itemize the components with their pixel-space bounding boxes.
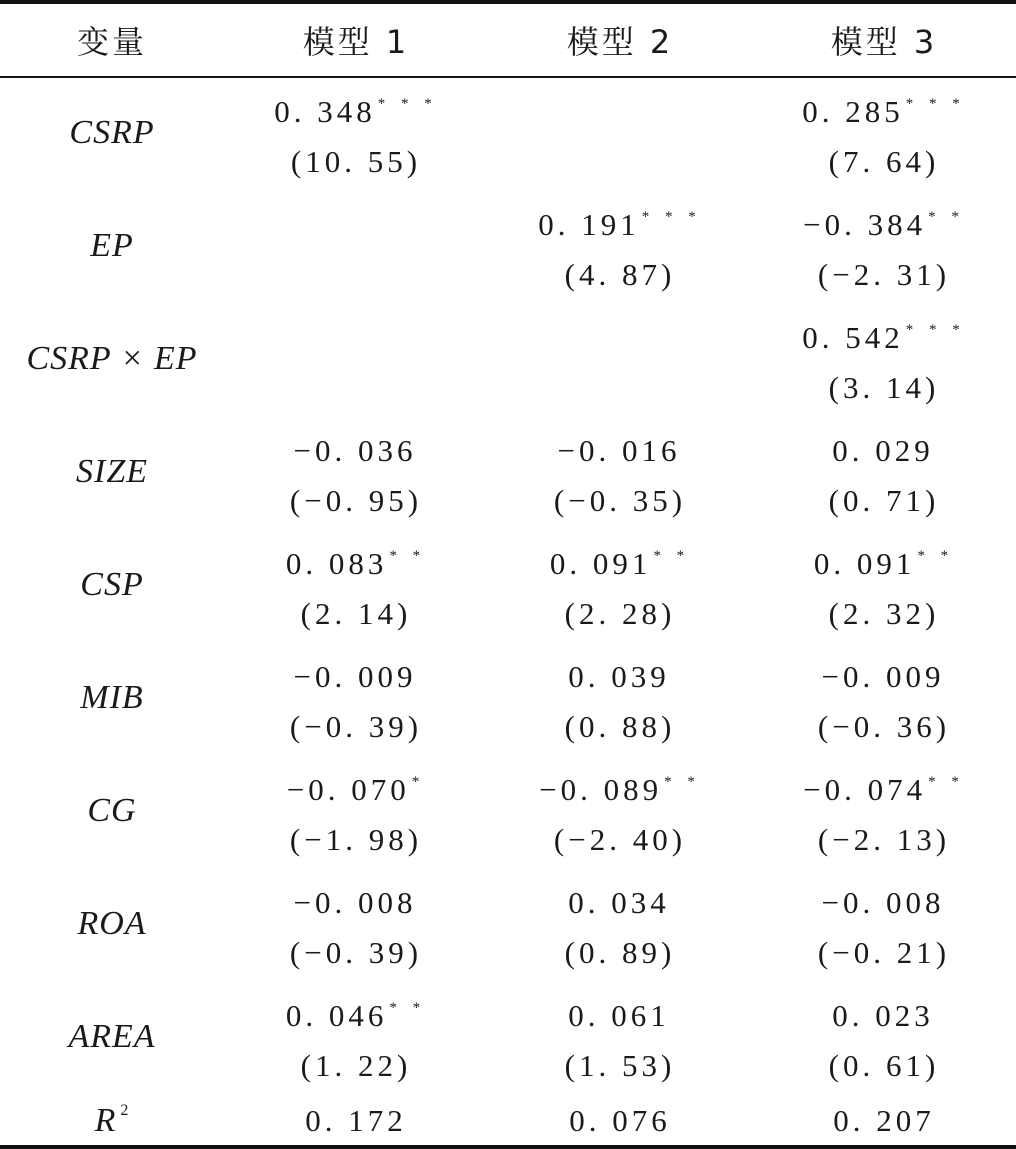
coefficient-value: 0. 039	[568, 658, 670, 694]
significance-stars: * *	[389, 547, 427, 564]
model-2-cell	[488, 302, 752, 415]
coefficient-value: −0. 008	[293, 884, 417, 920]
coefficient-value: 0. 091	[549, 545, 652, 581]
coefficient-value: 0. 091	[813, 545, 916, 581]
coefficient	[488, 418, 752, 476]
r-squared-exponent: 2	[120, 1102, 130, 1119]
coefficient	[224, 870, 488, 928]
significance-stars: *	[411, 773, 426, 790]
model-3-cell	[752, 76, 1016, 189]
variable-name: CSRP × EP	[26, 339, 198, 377]
coefficient-value: −0. 009	[293, 658, 417, 694]
coefficient	[224, 983, 488, 1041]
variable-name: CG	[87, 791, 137, 829]
coefficient	[224, 418, 488, 476]
header-model-2: 模型 2	[566, 23, 674, 61]
table-row	[0, 189, 1016, 302]
t-statistic: (−0. 35)	[553, 482, 687, 518]
t-statistic: (7. 64)	[828, 143, 940, 179]
t-statistic: (−1. 98)	[289, 821, 423, 857]
model-2-cell	[488, 189, 752, 302]
model-3-cell	[752, 641, 1016, 754]
table-row	[0, 415, 1016, 528]
table-body	[0, 76, 1016, 1149]
r-squared-value: 0. 172	[305, 1103, 407, 1138]
model-3-cell	[752, 867, 1016, 980]
t-statistic: (−0. 36)	[817, 708, 951, 744]
model-3-cell	[752, 415, 1016, 528]
table-row	[0, 754, 1016, 867]
model-2-cell	[488, 415, 752, 528]
table-row	[0, 641, 1016, 754]
model-3-cell	[752, 302, 1016, 415]
r-squared-symbol: R	[94, 1102, 117, 1139]
t-statistic: (−2. 31)	[817, 256, 951, 292]
coefficient	[752, 531, 1016, 589]
coefficient-value: 0. 191	[538, 206, 640, 242]
t-statistic: (−2. 13)	[817, 821, 951, 857]
model-2-cell	[488, 641, 752, 754]
coefficient-value: −0. 016	[557, 432, 681, 468]
table-row	[0, 867, 1016, 980]
table-header	[0, 4, 1016, 76]
model-3-cell	[752, 754, 1016, 867]
model-1-cell	[224, 754, 488, 867]
model-1-cell	[224, 867, 488, 980]
significance-stars: * *	[917, 547, 955, 564]
t-statistic: (1. 53)	[564, 1047, 676, 1083]
variable-name: ROA	[77, 904, 147, 942]
coefficient	[752, 983, 1016, 1041]
t-statistic: (2. 32)	[828, 595, 940, 631]
t-statistic: (0. 89)	[564, 934, 676, 970]
significance-stars: * *	[389, 999, 427, 1016]
regression-table	[0, 4, 1016, 1149]
coefficient-value: −0. 070	[286, 771, 410, 807]
r-squared-label	[0, 1093, 224, 1149]
coefficient	[752, 757, 1016, 815]
model-1-cell	[224, 189, 488, 302]
t-statistic: (0. 61)	[828, 1047, 940, 1083]
coefficient-value: 0. 046	[285, 997, 388, 1033]
variable-name: EP	[90, 226, 134, 264]
r-squared-value-model-1	[224, 1093, 488, 1149]
coefficient	[224, 757, 488, 815]
coefficient	[752, 192, 1016, 250]
model-3-cell	[752, 528, 1016, 641]
coefficient-value: 0. 034	[568, 884, 670, 920]
model-2-cell	[488, 754, 752, 867]
t-statistic: (−0. 39)	[289, 708, 423, 744]
coefficient	[224, 531, 488, 589]
r-squared-value: 0. 076	[569, 1103, 671, 1138]
header-variable: 变量	[76, 23, 147, 61]
coefficient-value: −0. 009	[821, 658, 945, 694]
variable-name: SIZE	[76, 452, 148, 490]
coefficient	[488, 104, 752, 162]
coefficient	[488, 531, 752, 589]
variable-name: AREA	[68, 1017, 156, 1055]
coefficient	[752, 870, 1016, 928]
coefficient-value: 0. 029	[832, 432, 934, 468]
coefficient	[224, 79, 488, 137]
header-row	[0, 4, 1016, 76]
t-statistic: (0. 71)	[828, 482, 940, 518]
r-squared-value-model-2	[488, 1093, 752, 1149]
model-3-cell	[752, 189, 1016, 302]
table-row	[0, 302, 1016, 415]
coefficient	[488, 757, 752, 815]
model-2-cell	[488, 76, 752, 189]
model-1-cell	[224, 641, 488, 754]
table-row	[0, 980, 1016, 1093]
t-statistic: (4. 87)	[564, 256, 676, 292]
coefficient	[488, 644, 752, 702]
model-1-cell	[224, 528, 488, 641]
coefficient-value: 0. 083	[285, 545, 388, 581]
coefficient	[224, 217, 488, 275]
t-statistic: (2. 28)	[564, 595, 676, 631]
significance-stars: * *	[653, 547, 691, 564]
header-model-3: 模型 3	[830, 23, 938, 61]
coefficient-value: −0. 008	[821, 884, 945, 920]
model-1-cell	[224, 302, 488, 415]
significance-stars: * *	[928, 773, 965, 790]
significance-stars: * * *	[905, 95, 966, 112]
coefficient-value: 0. 023	[832, 997, 934, 1033]
r-squared-row	[0, 1093, 1016, 1149]
model-2-cell	[488, 528, 752, 641]
model-2-cell	[488, 867, 752, 980]
t-statistic: (0. 88)	[564, 708, 676, 744]
coefficient-value: 0. 061	[568, 997, 670, 1033]
t-statistic: (10. 55)	[290, 143, 422, 179]
t-statistic: (−0. 95)	[289, 482, 423, 518]
model-1-cell	[224, 415, 488, 528]
coefficient-value: −0. 036	[293, 432, 417, 468]
variable-name: CSRP	[69, 113, 155, 151]
model-1-cell	[224, 76, 488, 189]
coefficient	[224, 330, 488, 388]
coefficient	[488, 983, 752, 1041]
table-row	[0, 528, 1016, 641]
t-statistic: (3. 14)	[828, 369, 940, 405]
significance-stars: * *	[664, 773, 701, 790]
coefficient	[752, 79, 1016, 137]
r-squared-value-model-3	[752, 1093, 1016, 1149]
coefficient	[488, 192, 752, 250]
coefficient-value: 0. 348	[274, 93, 376, 129]
model-3-cell	[752, 980, 1016, 1093]
coefficient-value: −0. 074	[803, 771, 927, 807]
t-statistic: (1. 22)	[300, 1047, 412, 1083]
t-statistic: (−0. 39)	[289, 934, 423, 970]
r-squared-value: 0. 207	[833, 1103, 935, 1138]
model-1-cell	[224, 980, 488, 1093]
variable-name: CSP	[80, 565, 144, 603]
coefficient	[488, 870, 752, 928]
coefficient	[752, 644, 1016, 702]
coefficient-value: −0. 384	[803, 206, 927, 242]
significance-stars: * * *	[641, 208, 702, 225]
model-2-cell	[488, 980, 752, 1093]
significance-stars: * * *	[377, 95, 438, 112]
header-model-1: 模型 1	[302, 23, 410, 61]
coefficient	[752, 418, 1016, 476]
coefficient-value: −0. 089	[539, 771, 663, 807]
coefficient-value: 0. 285	[802, 93, 904, 129]
variable-name: MIB	[80, 678, 144, 716]
t-statistic: (−0. 21)	[817, 934, 951, 970]
coefficient	[752, 305, 1016, 363]
coefficient-value: 0. 542	[802, 319, 904, 355]
t-statistic: (2. 14)	[300, 595, 412, 631]
t-statistic: (−2. 40)	[553, 821, 687, 857]
coefficient	[488, 330, 752, 388]
significance-stars: * *	[928, 208, 965, 225]
significance-stars: * * *	[905, 321, 966, 338]
table-row	[0, 76, 1016, 189]
coefficient	[224, 644, 488, 702]
